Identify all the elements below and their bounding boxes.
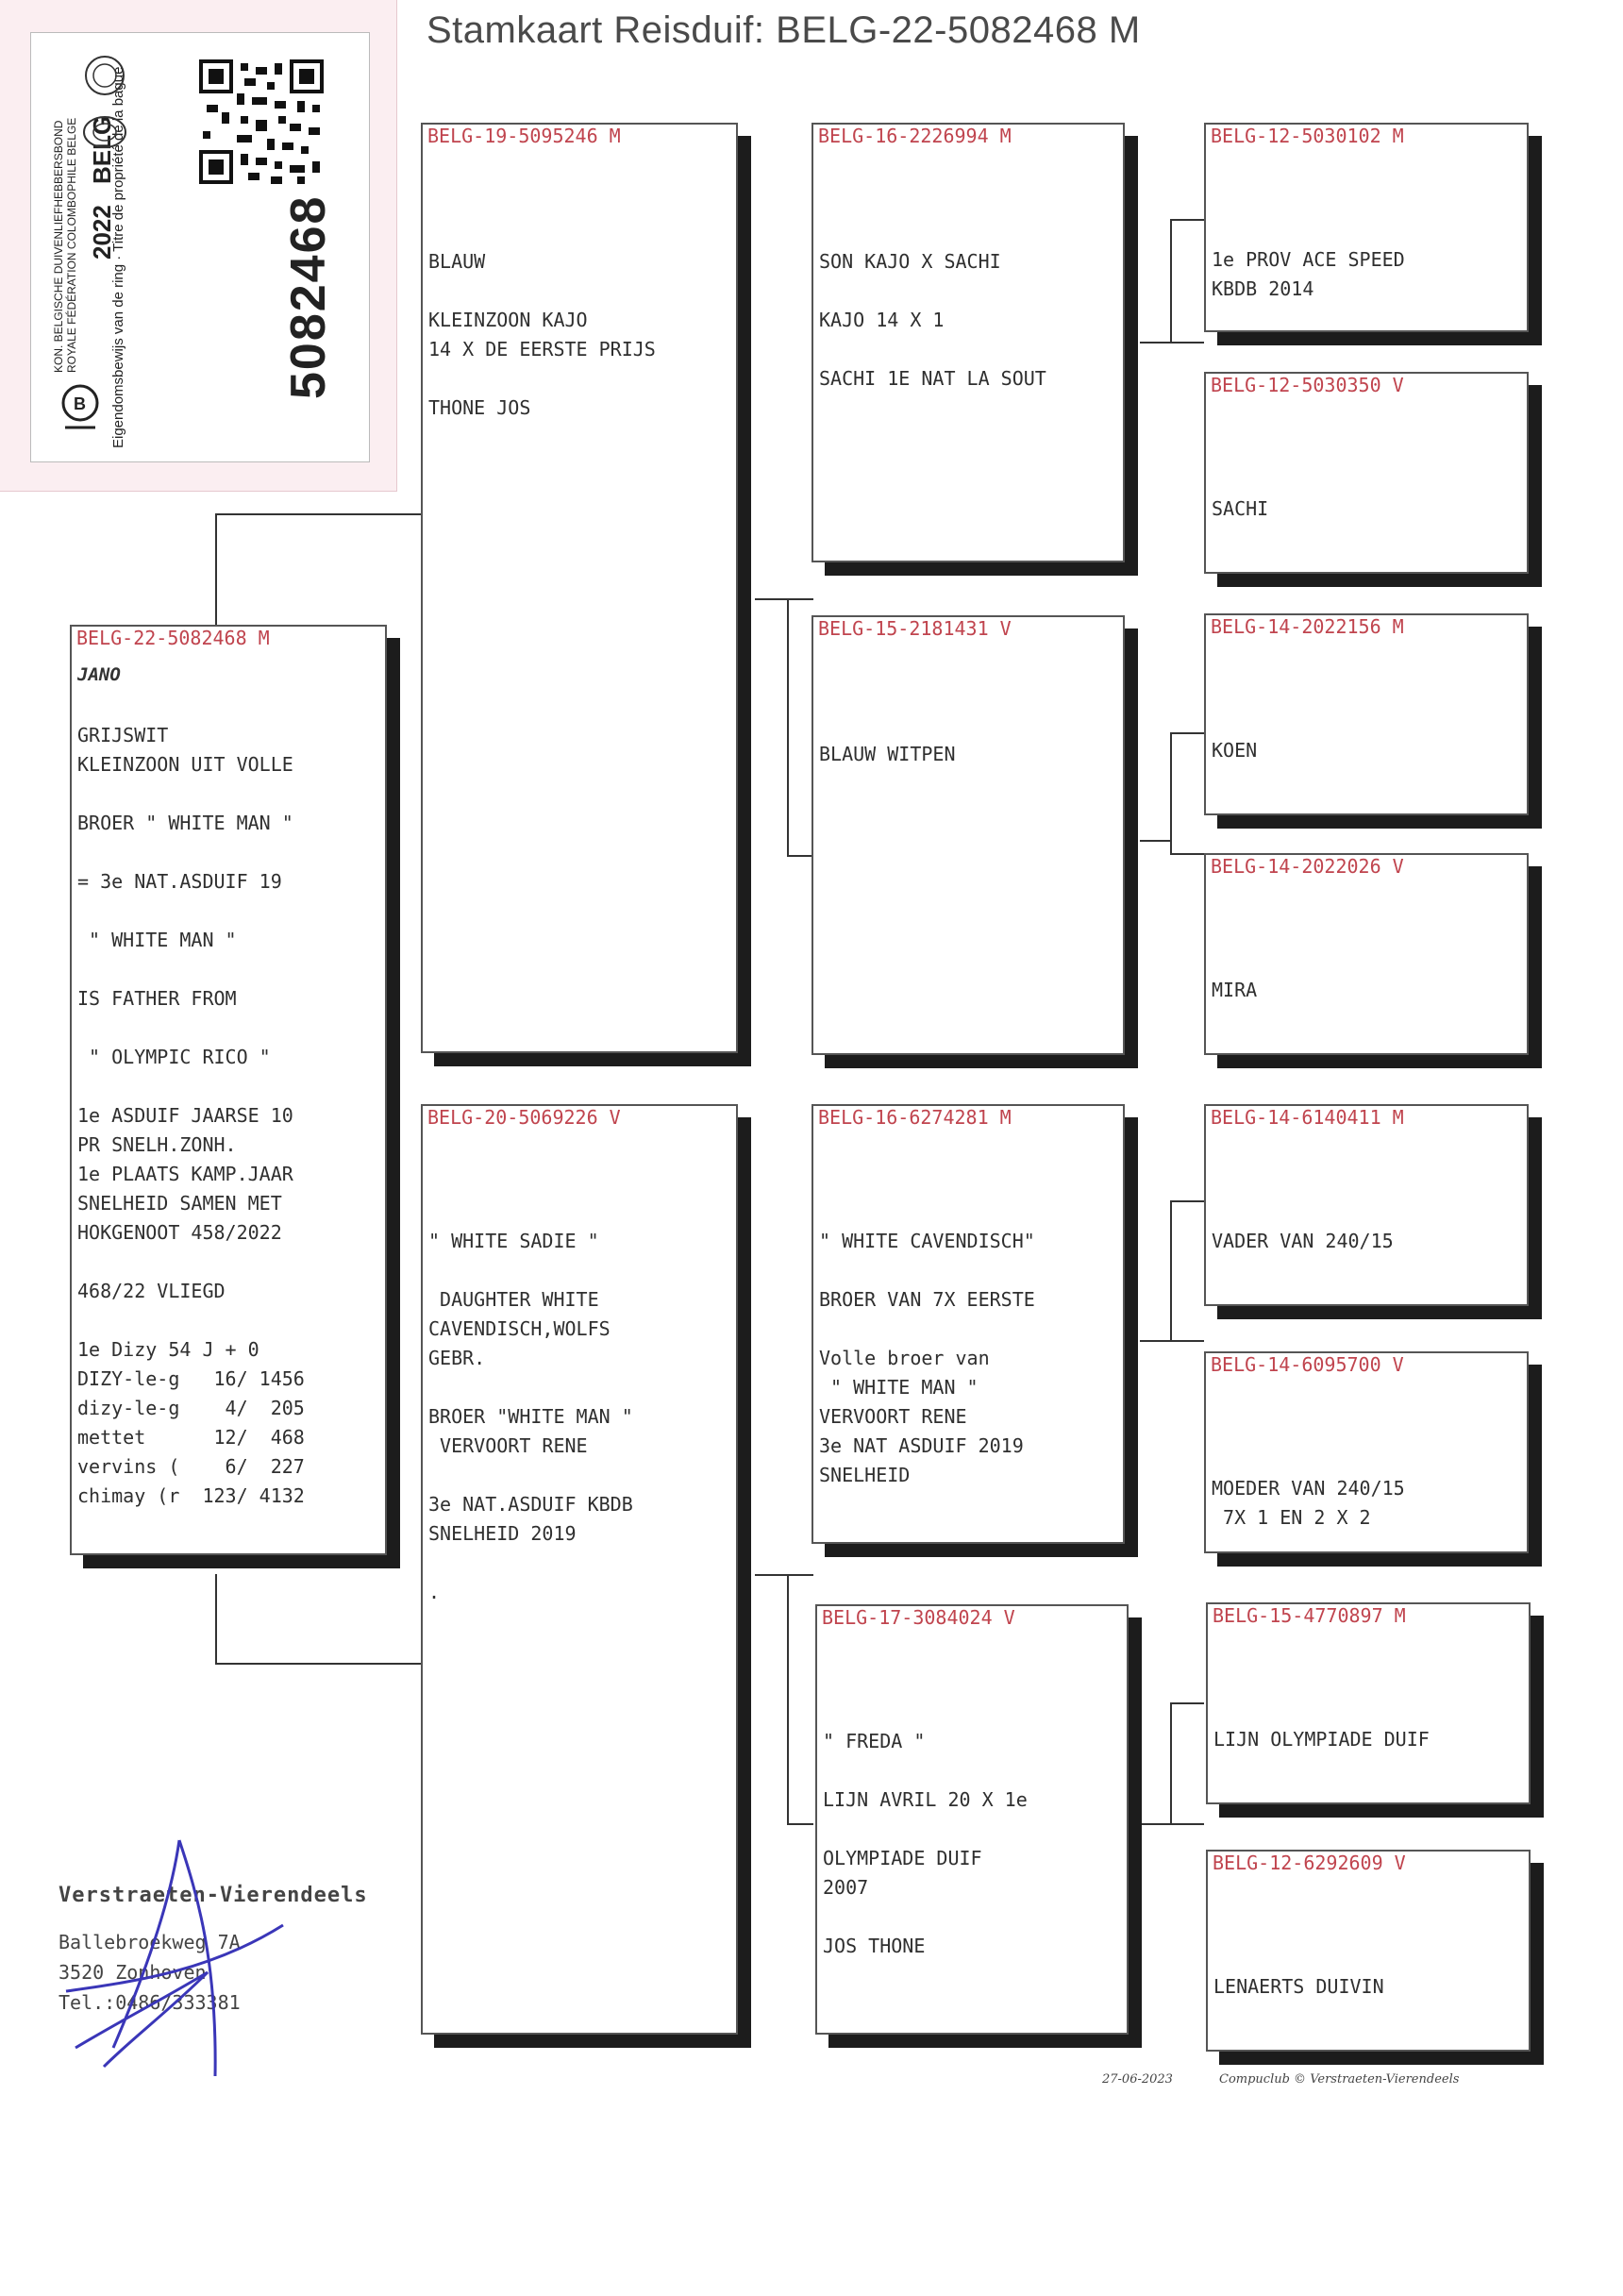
breeder-name: Verstraeten-Vierendeels [59, 1884, 368, 1907]
pigeon-card-sds [1204, 613, 1529, 815]
page-title: Stamkaart Reisduif: BELG-22-5082468 M [427, 9, 1141, 51]
pigeon-info: LENAERTS DUIVIN [1213, 1975, 1384, 1998]
pigeon-card-sire [421, 123, 738, 1053]
pigeon-info: " WHITE CAVENDISCH" BROER VAN 7X EERSTE Volle broer van " WHITE MAN " VERVOORT RENE 3e NAT ASDUIF 2019 SNELHEID [819, 1230, 1035, 1486]
ring-number: BELG-16-2226994 M [818, 125, 1012, 147]
connector-sd-h2 [1170, 853, 1204, 855]
connector-sd-h1 [1170, 732, 1204, 734]
pigeon-info: 1e PROV ACE SPEED KBDB 2014 [1212, 248, 1405, 300]
connector-ss-h2 [1170, 342, 1204, 344]
pigeon-card-dds [1206, 1602, 1531, 1804]
ring-number: BELG-20-5069226 V [427, 1106, 621, 1129]
pigeon-info: BLAUW KLEINZOON KAJO 14 X DE EERSTE PRIJS THONE JOS [428, 250, 656, 419]
connector-dd-v [1170, 1702, 1172, 1825]
connector-main-down-h [215, 1663, 421, 1665]
pigeon-info: " FREDA " LIJN AVRIL 20 X 1e OLYMPIADE DUIF 2007 JOS THONE [823, 1730, 1028, 1957]
connector-ds-v [1170, 1200, 1172, 1342]
pigeon-card-dsd [1204, 1351, 1529, 1553]
connector-main-up-h [215, 513, 421, 515]
print-date: 27-06-2023 [1102, 2072, 1173, 2087]
connector-sire [755, 598, 813, 600]
connector-dd-h2 [1170, 1823, 1204, 1825]
connector-sd [1140, 840, 1172, 842]
qr-code-icon [199, 59, 324, 184]
connector-sd-v [1170, 732, 1172, 855]
connector-ds-h2 [1170, 1340, 1204, 1342]
org-fr: ROYALE FÉDÉRATION COLOMBOPHILE BELGE [65, 117, 78, 373]
connector-dam-v [787, 1574, 789, 1825]
pigeon-name: JANO [77, 664, 121, 685]
ring-number: BELG-15-4770897 M [1213, 1604, 1406, 1627]
connector-ss-h1 [1170, 219, 1204, 221]
connector-dam-s [787, 1823, 813, 1825]
kbdb-logo-icon [59, 382, 101, 439]
pigeon-info: GRIJSWIT KLEINZOON UIT VOLLE BROER " WHITE MAN " = 3e NAT.ASDUIF 19 " WHITE MAN " IS FATHER FROM " OLYMPIC RICO " 1e ASDUIF JAARSE 10 PR SNELH.ZONH. 1e PLAATS KAMP.JAAR SNELHEID SAMEN MET HOKGENOOT 458/2022 468/22 VLIEGD 1e Dizy 54 J + 0 DIZY-le-g 16/ 1456 dizy-le-g 4/ 205 mettet 12/ 468 vervins ( 6/ 227 chimay (r 123/ 4132 [77, 724, 305, 1507]
ring-number: BELG-12-5030350 V [1211, 374, 1404, 396]
sticker-country: BELG [88, 115, 116, 184]
pigeon-card-ds [812, 1104, 1125, 1544]
ring-number: BELG-12-5030102 M [1211, 125, 1404, 147]
pigeon-card-ss [812, 123, 1125, 562]
ring-number: BELG-12-6292609 V [1213, 1852, 1406, 1874]
breeder-street: Ballebroekweg 7A [59, 1931, 241, 1953]
ring-number: BELG-15-2181431 V [818, 617, 1012, 640]
connector-dam [755, 1574, 813, 1576]
ring-number: BELG-14-6095700 V [1211, 1353, 1404, 1376]
ring-certificate-card [30, 32, 370, 462]
pigeon-info: SACHI [1212, 497, 1269, 520]
connector-ss-v [1170, 219, 1172, 344]
pigeon-card-ddd [1206, 1850, 1531, 2052]
pigeon-info: BLAUW WITPEN [819, 743, 956, 765]
connector-dd [1140, 1823, 1172, 1825]
pigeon-info: " WHITE SADIE " DAUGHTER WHITE CAVENDISCH,WOLFS GEBR. BROER "WHITE MAN " VERVOORT RENE 3e NAT.ASDUIF KBDB SNELHEID 2019 . [428, 1230, 633, 1603]
certificate-text: Eigendomsbewijs van de ring · Titre de propriété de la bague [110, 66, 126, 448]
pigeon-info: KOEN [1212, 739, 1258, 762]
connector-ss [1140, 342, 1172, 344]
pigeon-info: SON KAJO X SACHI KAJO 14 X 1 SACHI 1E NAT LA SOUT [819, 250, 1046, 390]
signature-icon [57, 1831, 293, 2104]
pigeon-card-dam [421, 1104, 738, 2035]
connector-main-down [215, 1574, 217, 1665]
breeder-phone: Tel.:0486/333381 [59, 1991, 241, 2014]
pigeon-info: VADER VAN 240/15 [1212, 1230, 1394, 1252]
pigeon-card-dd [815, 1604, 1129, 2035]
sticker-ring-number: 5082468 [281, 194, 336, 399]
ring-number: BELG-22-5082468 M [76, 627, 270, 649]
pigeon-card-main [70, 625, 387, 1555]
ring-number: BELG-14-6140411 M [1211, 1106, 1404, 1129]
connector-ds [1140, 1340, 1172, 1342]
svg-text:B: B [74, 394, 86, 413]
connector-ds-h1 [1170, 1200, 1204, 1202]
medal-icon [76, 52, 133, 156]
pigeon-card-ssd [1204, 372, 1529, 574]
pigeon-card-sdd [1204, 853, 1529, 1055]
pigeon-card-dss [1204, 1104, 1529, 1306]
pigeon-info: MOEDER VAN 240/15 7X 1 EN 2 X 2 [1212, 1477, 1405, 1529]
connector-main-up [215, 513, 217, 628]
pigeon-info: LIJN OLYMPIADE DUIF [1213, 1728, 1430, 1751]
org-nl: KON. BELGISCHE DUIVENLIEFHEBBERSBOND [52, 120, 65, 373]
ring-number: BELG-17-3084024 V [822, 1606, 1015, 1629]
breeder-city: 3520 Zonhoven [59, 1961, 207, 1984]
ring-number: BELG-16-6274281 M [818, 1106, 1012, 1129]
copyright-credit: Compuclub © Verstraeten-Vierendeels [1219, 2072, 1460, 2087]
connector-dd-h1 [1170, 1702, 1204, 1704]
ring-number: BELG-19-5095246 M [427, 125, 621, 147]
connector-sire-v [787, 598, 789, 857]
ring-number: BELG-14-2022026 V [1211, 855, 1404, 878]
sticker-year: 2022 [88, 205, 116, 260]
pigeon-card-sss [1204, 123, 1529, 332]
ring-number: BELG-14-2022156 M [1211, 615, 1404, 638]
pigeon-card-sd [812, 615, 1125, 1055]
connector-sire-d [787, 855, 813, 857]
ring-certificate [0, 0, 397, 492]
pigeon-info: MIRA [1212, 979, 1258, 1001]
